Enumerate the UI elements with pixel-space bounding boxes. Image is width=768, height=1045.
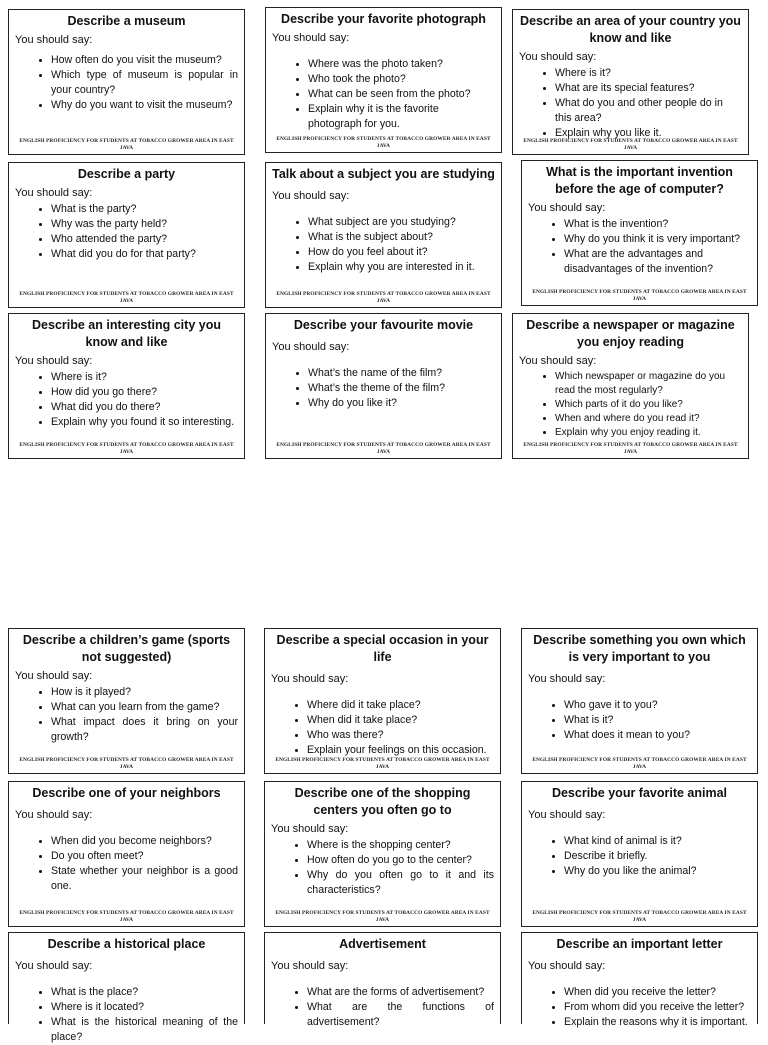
list-item: • Who gave it to you? — [564, 698, 751, 713]
list-item: • What are the forms of advertisement? — [307, 985, 494, 1000]
card-prompt-list — [271, 985, 494, 1030]
list-item: • How do you feel about it? — [308, 245, 495, 260]
card-prompt-list — [519, 370, 742, 440]
list-item: • When did you become neighbors? — [51, 834, 238, 849]
list-item: • What does it mean to you? — [564, 728, 751, 743]
you-should-say-label: You should say: — [272, 32, 350, 44]
list-item: • Where is it? — [555, 66, 742, 81]
list-item: • From whom did you receive the letter? — [564, 1000, 751, 1015]
list-item: • When did it take place? — [307, 713, 494, 728]
list-item: • Explain why you found it so interesting. — [51, 415, 238, 430]
you-should-say-label: You should say: — [528, 202, 606, 214]
list-item: • Explain the reasons why it is important. — [564, 1015, 751, 1030]
card-prompt-list — [271, 838, 494, 898]
list-item: • Who took the photo? — [308, 72, 495, 87]
list-item: • What is the place? — [51, 985, 238, 1000]
list-item: • Where is it? — [51, 370, 238, 385]
you-should-say-label: You should say: — [519, 51, 597, 63]
card-footer: ENGLISH PROFICIENCY FOR STUDENTS AT TOBACCO GROWER AREA IN EAST JAVA — [532, 289, 747, 302]
list-item: • What impact does it bring on your growth? — [51, 715, 238, 745]
list-item: • What kind of animal is it? — [564, 834, 751, 849]
card-title: Describe your favorite animal — [551, 786, 728, 800]
you-should-say-label: You should say: — [15, 960, 93, 972]
card-footer: ENGLISH PROFICIENCY FOR STUDENTS AT TOBACCO GROWER AREA IN EAST JAVA — [275, 757, 490, 770]
card-prompt-list — [271, 698, 494, 758]
you-should-say-label: You should say: — [272, 190, 350, 202]
topic-card-favorite-animal — [521, 781, 758, 927]
topic-card-party — [8, 162, 245, 308]
you-should-say-label: You should say: — [271, 823, 349, 835]
card-title: Describe one of your neighbors — [32, 786, 221, 800]
list-item: • What is it? — [564, 713, 751, 728]
card-footer: ENGLISH PROFICIENCY FOR STUDENTS AT TOBACCO GROWER AREA IN EAST JAVA — [19, 291, 234, 304]
card-title: Advertisement — [339, 937, 426, 951]
card-title: Describe your favourite movie — [293, 318, 474, 332]
you-should-say-label: You should say: — [528, 960, 606, 972]
card-title: Talk about a subject you are studying — [272, 167, 495, 181]
topic-card-shopping-centers — [264, 781, 501, 927]
list-item: • Explain why it is the favorite photograph for you. — [308, 102, 495, 132]
you-should-say-label: You should say: — [15, 34, 93, 46]
list-item: • Where is it located? — [51, 1000, 238, 1015]
topic-card-advertisement — [264, 932, 501, 1028]
list-item: • What can you learn from the game? — [51, 700, 238, 715]
card-title: Describe an interesting city you know and like — [32, 318, 221, 349]
card-prompt-list — [15, 202, 238, 262]
list-item: • What is the historical meaning of the place? — [51, 1015, 238, 1045]
card-prompt-list — [15, 834, 238, 894]
list-item: • What are the functions of advertisement? — [307, 1000, 494, 1030]
card-prompt-list — [272, 215, 495, 275]
card-footer: ENGLISH PROFICIENCY FOR STUDENTS AT TOBACCO GROWER AREA IN EAST JAVA — [19, 757, 234, 770]
list-item: • When did you receive the letter? — [564, 985, 751, 1000]
list-item: • Where was the photo taken? — [308, 57, 495, 72]
card-prompt-list — [15, 685, 238, 745]
card-title: Describe an area of your country you know and like — [520, 14, 741, 45]
list-item: • What subject are you studying? — [308, 215, 495, 230]
list-item: • What is the subject about? — [308, 230, 495, 245]
list-item: • Which type of museum is popular in your country? — [51, 68, 238, 98]
topic-card-subject-studying — [265, 162, 502, 308]
list-item: • What’s the theme of the film? — [308, 381, 495, 396]
you-should-say-label: You should say: — [15, 809, 93, 821]
card-prompt-list — [528, 698, 751, 743]
list-item: • Describe it briefly. — [564, 849, 751, 864]
you-should-say-label: You should say: — [271, 960, 349, 972]
you-should-say-label: You should say: — [528, 673, 606, 685]
list-item: • What can be seen from the photo? — [308, 87, 495, 102]
topic-card-area-of-country — [512, 9, 749, 155]
topic-card-photograph — [265, 7, 502, 153]
list-item: • How often do you visit the museum? — [51, 53, 238, 68]
you-should-say-label: You should say: — [15, 355, 93, 367]
list-item: • What is the party? — [51, 202, 238, 217]
you-should-say-label: You should say: — [15, 670, 93, 682]
topic-card-favourite-movie — [265, 313, 502, 459]
card-title: Describe a newspaper or magazine you enjoy reading — [526, 318, 735, 349]
list-item: • What’s the name of the film? — [308, 366, 495, 381]
list-item: • Why do you want to visit the museum? — [51, 98, 238, 113]
card-prompt-list — [528, 985, 751, 1030]
list-item: • What are the advantages and disadvantages of the invention? — [564, 247, 751, 277]
topic-card-important-invention — [521, 160, 758, 306]
list-item: • Which parts of it do you like? — [555, 398, 742, 412]
card-title: Describe something you own which is very important to you — [533, 633, 746, 664]
list-item: • Which newspaper or magazine do you read the most regularly? — [555, 370, 742, 398]
card-footer: ENGLISH PROFICIENCY FOR STUDENTS AT TOBACCO GROWER AREA IN EAST JAVA — [532, 910, 747, 923]
topic-card-childrens-game — [8, 628, 245, 774]
card-title: Describe a historical place — [47, 937, 206, 951]
card-title: Describe a special occasion in your life — [276, 633, 489, 664]
list-item: • Why was the party held? — [51, 217, 238, 232]
list-item: • Where is the shopping center? — [307, 838, 494, 853]
list-item: • Explain why you enjoy reading it. — [555, 426, 742, 440]
card-footer: ENGLISH PROFICIENCY FOR STUDENTS AT TOBACCO GROWER AREA IN EAST JAVA — [19, 138, 234, 151]
card-footer: ENGLISH PROFICIENCY FOR STUDENTS AT TOBACCO GROWER AREA IN EAST JAVA — [275, 910, 490, 923]
list-item: • Why do you like it? — [308, 396, 495, 411]
you-should-say-label: You should say: — [271, 673, 349, 685]
card-footer: ENGLISH PROFICIENCY FOR STUDENTS AT TOBACCO GROWER AREA IN EAST JAVA — [523, 442, 738, 455]
card-title: Describe a children’s game (sports not suggested) — [22, 633, 231, 664]
topic-card-special-occasion — [264, 628, 501, 774]
list-item: • Explain why you like it. — [555, 126, 742, 141]
list-item: • How often do you go to the center? — [307, 853, 494, 868]
list-item: • What are its special features? — [555, 81, 742, 96]
you-should-say-label: You should say: — [519, 355, 597, 367]
card-title: Describe your favorite photograph — [281, 12, 486, 26]
list-item: • When and where do you read it? — [555, 412, 742, 426]
topic-card-historical-place — [8, 932, 245, 1043]
list-item: • Why do you often go to it and its characteristics? — [307, 868, 494, 898]
you-should-say-label: You should say: — [272, 341, 350, 353]
card-footer: ENGLISH PROFICIENCY FOR STUDENTS AT TOBACCO GROWER AREA IN EAST JAVA — [276, 291, 491, 304]
card-title: Describe a party — [77, 167, 176, 181]
list-item: • Explain your feelings on this occasion. — [307, 743, 494, 758]
topic-card-interesting-city — [8, 313, 245, 459]
card-footer: ENGLISH PROFICIENCY FOR STUDENTS AT TOBACCO GROWER AREA IN EAST JAVA — [276, 136, 491, 149]
card-footer: ENGLISH PROFICIENCY FOR STUDENTS AT TOBACCO GROWER AREA IN EAST JAVA — [523, 138, 738, 151]
you-should-say-label: You should say: — [15, 187, 93, 199]
list-item: • What did you do there? — [51, 400, 238, 415]
topic-card-neighbors — [8, 781, 245, 927]
list-item: • What did you do for that party? — [51, 247, 238, 262]
card-prompt-list — [15, 370, 238, 430]
list-item: • Why do you like the animal? — [564, 864, 751, 879]
list-item: • What do you and other people do in this area? — [555, 96, 742, 126]
topic-card-something-you-own — [521, 628, 758, 774]
card-title: Describe an important letter — [556, 937, 723, 951]
card-prompt-list — [272, 57, 495, 132]
list-item: • Explain why you are interested in it. — [308, 260, 495, 275]
list-item: • State whether your neighbor is a good one. — [51, 864, 238, 894]
topic-card-museum — [8, 9, 245, 155]
list-item: • Who attended the party? — [51, 232, 238, 247]
card-prompt-list — [15, 53, 238, 113]
card-prompt-list — [528, 217, 751, 277]
list-item: • Who was there? — [307, 728, 494, 743]
list-item: • How is it played? — [51, 685, 238, 700]
card-footer: ENGLISH PROFICIENCY FOR STUDENTS AT TOBACCO GROWER AREA IN EAST JAVA — [532, 757, 747, 770]
card-footer: ENGLISH PROFICIENCY FOR STUDENTS AT TOBACCO GROWER AREA IN EAST JAVA — [276, 442, 491, 455]
card-footer: ENGLISH PROFICIENCY FOR STUDENTS AT TOBACCO GROWER AREA IN EAST JAVA — [19, 442, 234, 455]
list-item: • Why do you think it is very important? — [564, 232, 751, 247]
topic-card-important-letter — [521, 932, 758, 1028]
card-footer: ENGLISH PROFICIENCY FOR STUDENTS AT TOBACCO GROWER AREA IN EAST JAVA — [19, 910, 234, 923]
list-item: • Do you often meet? — [51, 849, 238, 864]
card-title: What is the important invention before the age of computer? — [546, 165, 733, 196]
card-prompt-list — [528, 834, 751, 879]
list-item: • Where did it take place? — [307, 698, 494, 713]
topic-card-newspaper-magazine — [512, 313, 749, 459]
list-item: • How did you go there? — [51, 385, 238, 400]
list-item: • What is the invention? — [564, 217, 751, 232]
card-title: Describe a museum — [67, 14, 186, 28]
card-title: Describe one of the shopping centers you often go to — [294, 786, 471, 817]
card-prompt-list — [272, 366, 495, 411]
card-prompt-list — [15, 985, 238, 1045]
you-should-say-label: You should say: — [528, 809, 606, 821]
card-prompt-list — [519, 66, 742, 141]
